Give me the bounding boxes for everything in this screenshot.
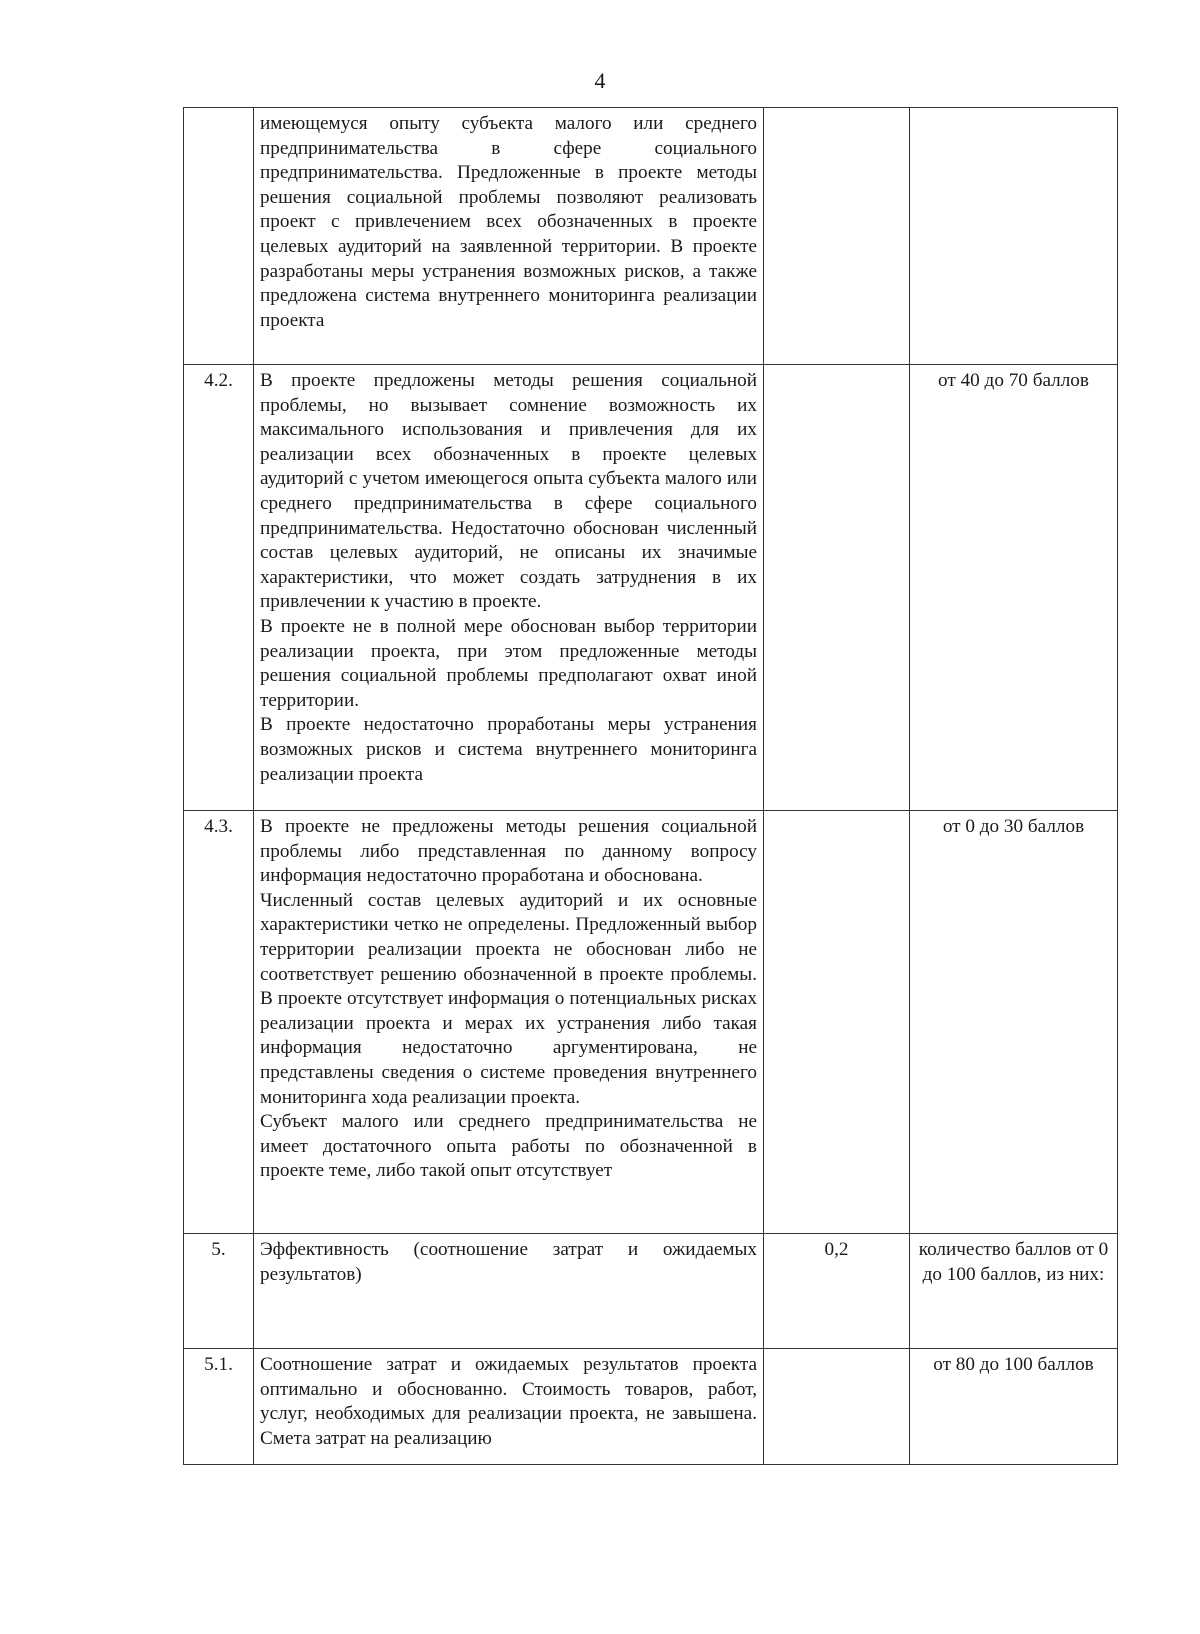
description-paragraph: Соотношение затрат и ожидаемых результатов проекта оптимально и обоснованно. Стоимость товаров, работ, услуг, необходимых для реализации проекта, не завышена. Смета затрат на реализацию xyxy=(260,1354,757,1449)
table-row xyxy=(184,365,1118,811)
criterion-weight xyxy=(764,365,910,811)
criterion-score: от 40 до 70 баллов xyxy=(910,365,1118,811)
criterion-description xyxy=(254,1349,764,1465)
row-number xyxy=(184,108,254,365)
page-number: 4 xyxy=(594,68,606,93)
criterion-description xyxy=(254,108,764,365)
row-number: 5. xyxy=(184,1234,254,1349)
description-paragraph: Численный состав целевых аудиторий и их основные характеристики четко не определены. Предложенный выбор территории реализации проекта не обоснован либо не соответствует решению обозначенной в проекте проблемы. В проекте отсутствует информация о потенциальных рисках реализации проекта и мерах их устранения либо такая информация недостаточно аргументирована, не представлены сведения о системе проведения внутреннего мониторинга хода реализации проекта. xyxy=(260,889,757,1108)
criterion-weight xyxy=(764,1349,910,1465)
row-number: 4.3. xyxy=(184,811,254,1234)
description-paragraph: Эффективность (соотношение затрат и ожидаемых результатов) xyxy=(260,1239,757,1285)
description-paragraph: Субъект малого или среднего предпринимательства не имеет достаточного опыта работы по обозначенной в проекте теме, либо такой опыт отсутствует xyxy=(260,1111,757,1182)
criterion-description xyxy=(254,811,764,1234)
description-paragraph: имеющемуся опыту субъекта малого или среднего предпринимательства в сфере социального предпринимательства. Предложенные в проекте методы решения социальной проблемы позволяют реализовать проект с привлечением всех обозначенных в проекте целевых аудиторий на заявленной территории. В проекте разработаны меры устранения возможных рисков, а также предложена система внутреннего мониторинга реализации проекта xyxy=(260,113,757,331)
criterion-weight xyxy=(764,811,910,1234)
criterion-score: от 80 до 100 баллов xyxy=(910,1349,1118,1465)
criterion-score: от 0 до 30 баллов xyxy=(910,811,1118,1234)
criterion-description xyxy=(254,1234,764,1349)
description-paragraph: В проекте недостаточно проработаны меры устранения возможных рисков и система внутреннего мониторинга реализации проекта xyxy=(260,714,757,785)
description-paragraph: В проекте не в полной мере обоснован выбор территории реализации проекта, при этом предложенные методы решения социальной проблемы предполагают охват иной территории. xyxy=(260,615,757,711)
criterion-score: количество баллов от 0 до 100 баллов, из них: xyxy=(910,1234,1118,1349)
description-paragraph: В проекте не предложены методы решения социальной проблемы либо представленная по данному вопросу информация недостаточно проработана и обоснована. xyxy=(260,816,757,887)
row-number: 5.1. xyxy=(184,1349,254,1465)
table-row xyxy=(184,108,1118,365)
table-row xyxy=(184,1234,1118,1349)
criterion-weight: 0,2 xyxy=(764,1234,910,1349)
table-row xyxy=(184,1349,1118,1465)
table-row xyxy=(184,811,1118,1234)
criterion-score xyxy=(910,108,1118,365)
description-paragraph: В проекте предложены методы решения социальной проблемы, но вызывает сомнение возможность их максимального использования и привлечения для их реализации всех обозначенных в проекте целевых аудиторий с учетом имеющегося опыта субъекта малого или среднего предпринимательства в сфере социального предпринимательства. Недостаточно обоснован численный состав целевых аудиторий, не описаны их значимые характеристики, что может создать затруднения в их привлечении к участию в проекте. xyxy=(260,370,757,613)
criteria-table xyxy=(183,107,1118,1465)
row-number: 4.2. xyxy=(184,365,254,811)
criterion-description xyxy=(254,365,764,811)
criterion-weight xyxy=(764,108,910,365)
